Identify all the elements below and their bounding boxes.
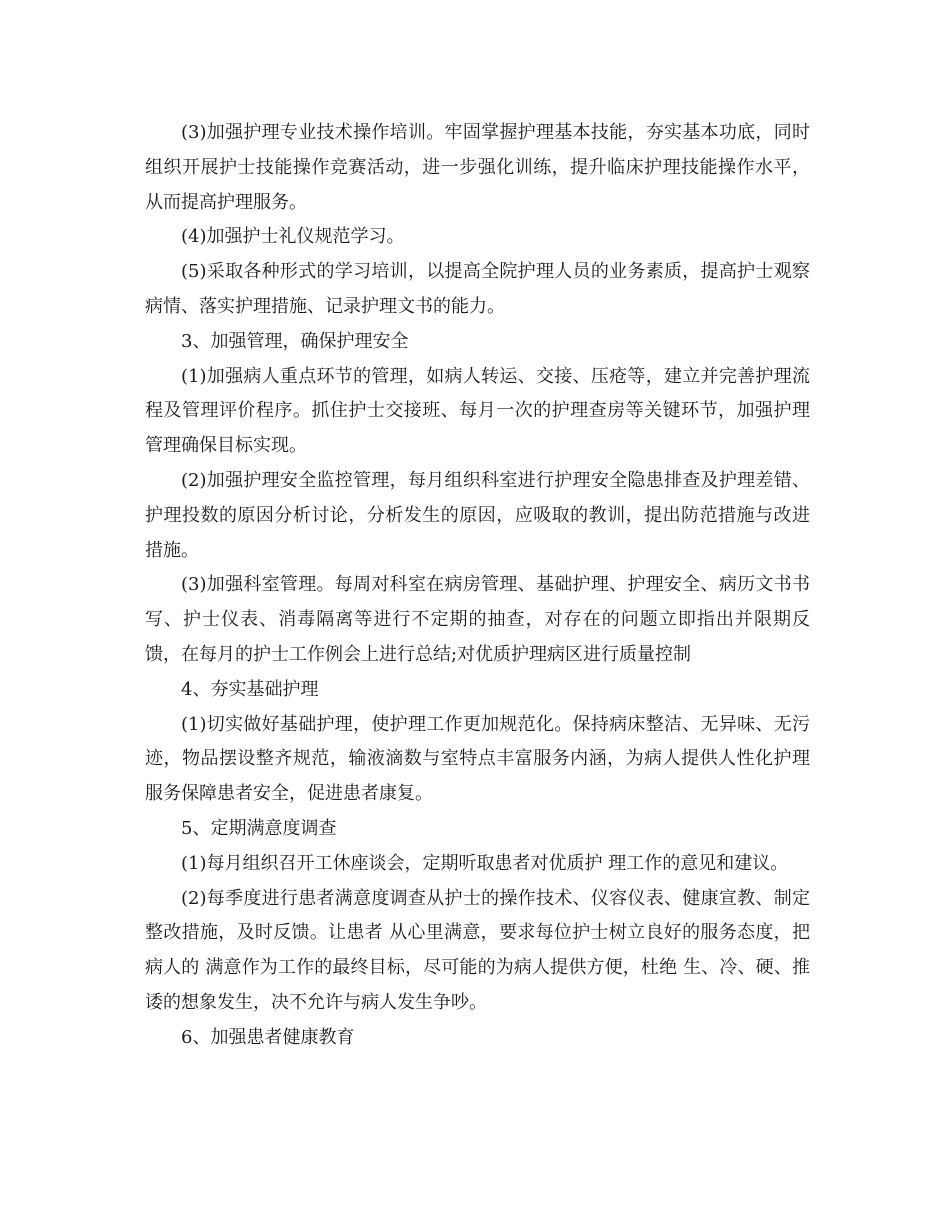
paragraph-department: (3)加强科室管理。每周对科室在病房管理、基础护理、护理安全、病历文书书写、护士仪表、消毒隔离等进行不定期的抽查，对存在的问题立即指出并限期反馈，在每月的护士工作例会上进行总结;对优质护理病区进行质量控制 [145,574,810,665]
section-heading-satisfaction: 5、定期满意度调查 [181,817,337,839]
paragraph-training: (3)加强护理专业技术操作培训。牢固掌握护理基本技能，夯实基本功底，同时组织开展护士技能操作竞赛活动，进一步强化训练，提升临床护理技能操作水平，从而提高护理服务。 [145,122,810,213]
section-heading-basic-care: 4、夯实基础护理 [181,678,319,700]
paragraph-key-links: (1)加强病人重点环节的管理，如病人转运、交接、压疮等，建立并完善护理流程及管理评价程序。抓住护士交接班、每月一次的护理查房等关键环节，加强护理管理确保目标实现。 [145,365,810,457]
section-heading-safety: 3、加强管理，确保护理安全 [181,330,409,352]
paragraph-forum: (1)每月组织召开工休座谈会，定期听取患者对优质护 理工作的意见和建议。 [181,852,789,874]
paragraph-etiquette: (4)加强护士礼仪规范学习。 [181,226,405,248]
paragraph-basic-care: (1)切实做好基础护理，使护理工作更加规范化。保持病床整洁、无异味、无污迹，物品摆设整齐规范，输液滴数与室特点丰富服务内涵，为病人提供人性化护理服务保障患者安全，促进患者康复。 [145,713,810,805]
document-body [145,116,810,1056]
paragraph-monitoring: (2)加强护理安全监控管理，每月组织科室进行护理安全隐患排查及护理差错、护理投数的原因分析讨论，分析发生的原因，应吸取的教训，提出防范措施与改进措施。 [145,469,810,561]
paragraph-learning: (5)采取各种形式的学习培训，以提高全院护理人员的业务素质，提高护士观察病情、落实护理措施、记录护理文书的能力。 [145,261,810,317]
paragraph-survey: (2)每季度进行患者满意度调查从护士的操作技术、仪容仪表、健康宣教、制定整改措施，及时反馈。让患者 从心里满意，要求每位护士树立良好的服务态度，把病人的 满意作为工作的最终目标，尽可能的为病人提供方便，杜绝 生、冷、硬、推诿的想象发生，决不允许与病人发生争吵。 [145,887,810,1013]
section-heading-education: 6、加强患者健康教育 [181,1026,355,1048]
